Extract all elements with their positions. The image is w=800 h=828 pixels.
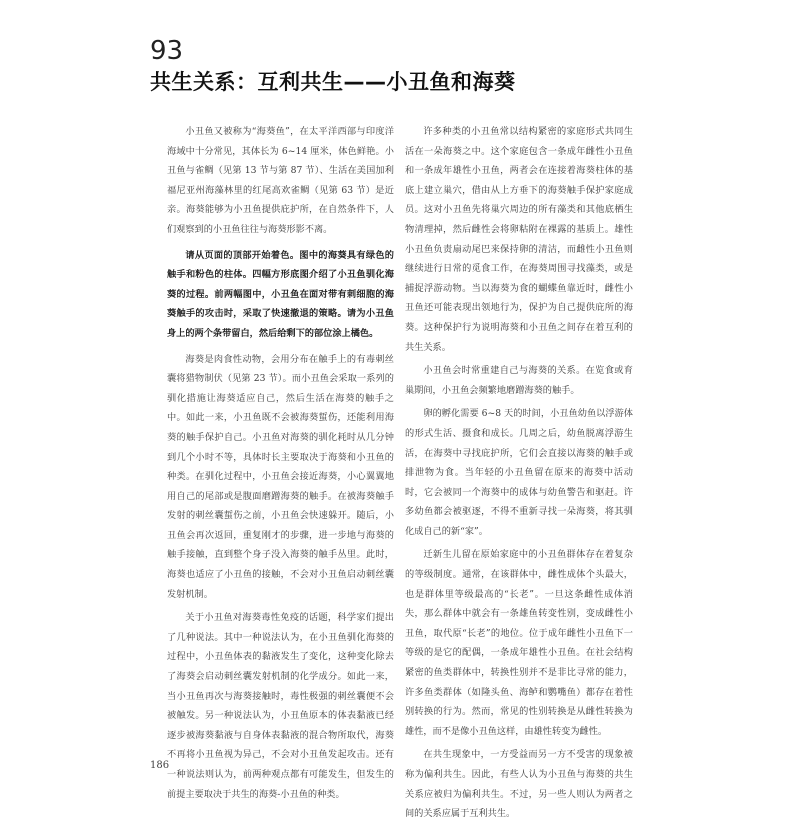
coloring-instructions: 请从页面的顶部开始着色。图中的海葵具有绿色的触手和粉色的柱体。四幅方形底图介绍了小丑鱼驯化海葵的过程。前两幅图中，小丑鱼在面对带有刺细胞的海葵触手的攻击时，采取了快速撤退的策略。请为小丑鱼身上的两个条带留白，然后给剩下的部位涂上橘色。 bbox=[167, 249, 394, 339]
right-column bbox=[405, 122, 633, 828]
paragraph: 卵的孵化需要 6~8 天的时间，小丑鱼幼鱼以浮游体的形式生活、摄食和成长。几周之后，幼鱼脱离浮游生活，在海葵中寻找庇护所，它们会直接以海葵的触手或排泄物为食。当年轻的小丑鱼留在原来的海葵中活动时，它会被同一个海葵中的成体与幼鱼警告和驱赶。许多幼鱼都会被驱逐，不得不重新寻找一朵海葵，将其驯化成自己的新“家”。 bbox=[405, 408, 633, 537]
paragraph: 许多种类的小丑鱼常以结构紧密的家庭形式共同生活在一朵海葵之中。这个家庭包含一条成年雌性小丑鱼和一条成年雄性小丑鱼，两者会在连接着海葵柱体的基底上建立巢穴，借由从上方垂下的海葵触手保护家庭成员。这对小丑鱼先将巢穴周边的所有藻类和其他底栖生物清理掉，然后雌性会将卵粘附在裸露的基质上。雄性小丑鱼负责扇动尾巴来保持卵的清洁，而雌性小丑鱼则继续进行日常的觅食工作，在海葵周围寻找藻类，或是捕捉浮游动物。当以海葵为食的蝴蝶鱼靠近时，雌性小丑鱼还可能表现出领地行为，保护为自己提供庇所的海葵。这种保护行为说明海葵和小丑鱼之间存在着互利的共生关系。 bbox=[405, 126, 633, 353]
paragraph: 迁新生儿留在原始家庭中的小丑鱼群体存在着复杂的等级制度。通常，在该群体中，雌性成体个头最大，也是群体里等级最高的“长老”。一旦这条雌性成体消失，那么群体中就会有一条雄鱼转变性别，变成雌性小丑鱼，取代原“长老”的地位。位于成年雌性小丑鱼下一等级的是它的配偶，一条成年雄性小丑鱼。在社会结构紧密的鱼类群体中，转换性别并不是非比寻常的能力，许多鱼类群体（如隆头鱼、海鲈和鹦嘴鱼）都存在着性别转换的行为。然而，常见的性别转换是从雌性转换为雄性，而不是像小丑鱼这样，由雄性转变为雌性。 bbox=[405, 549, 633, 737]
paragraph: 在共生现象中，一方受益而另一方不受害的现象被称为偏利共生。因此，有些人认为小丑鱼与海葵的共生关系应被归为偏利共生。不过，另一些人则认为两者之间的关系应属于互利共生。 bbox=[405, 749, 633, 820]
page-title: 共生关系：互利共生——小丑鱼和海葵 bbox=[150, 70, 516, 94]
paragraph: 海葵是肉食性动物，会用分布在触手上的有毒刺丝囊将猎物制伏（见第 23 节）。而小丑鱼会采取一系列的驯化措施让海葵适应自己，然后生活在海葵的触手之中。如此一来，小丑鱼既不会被海葵蜇伤，还能利用海葵的触手保护自己。小丑鱼对海葵的驯化耗时从几分钟到几个小时不等，具体时长主要取决于海葵和小丑鱼的种类。在驯化过程中，小丑鱼会接近海葵，小心翼翼地用自己的尾部或是腹面磨蹭海葵的触手。在被海葵触手发射的刺丝囊蜇伤之前，小丑鱼会快速躲开。随后，小丑鱼会再次返回，重复刚才的步骤，进一步地与海葵的触手接触，直到整个身子没入海葵的触手丛里。此时，海葵也适应了小丑鱼的接触，不会对小丑鱼启动刺丝囊发射机制。 bbox=[167, 353, 394, 600]
page-number: 186 bbox=[150, 760, 170, 771]
paragraph: 小丑鱼又被称为“海葵鱼”，在太平洋西部与印度洋海域中十分常见，其体长为 6~14 厘米，体色鲜艳。小丑鱼与雀鲷（见第 13 节与第 87 节）、生活在美国加利福尼亚州海藻林里的红尾高欢雀鲷（见第 63 节）是近亲。海葵能够为小丑鱼提供庇护所，在自然条件下，人们观察到的小丑鱼往往与海葵形影不离。 bbox=[167, 126, 394, 235]
paragraph: 小丑鱼会时常重建自己与海葵的关系。在览食或育巢期间，小丑鱼会频繁地磨蹭海葵的触手。 bbox=[405, 365, 633, 396]
paragraph: 关于小丑鱼对海葵毒性免疫的话题，科学家们提出了几种说法。其中一种说法认为，在小丑鱼驯化海葵的过程中，小丑鱼体表的黏液发生了变化，这种变化除去了海葵会启动刺丝囊发射机制的化学成分。如此一来，当小丑鱼再次与海葵接触时，毒性极强的刺丝囊便不会被触发。另一种说法认为，小丑鱼原本的体表黏液已经逐步被海葵黏液与自身体表黏液的混合物所取代，海葵不再将小丑鱼视为异己，不会对小丑鱼发起攻击。还有一种说法则认为，前两种观点都有可能发生，但发生的前提主要取决于共生的海葵-小丑鱼的种类。 bbox=[167, 612, 394, 800]
left-column bbox=[167, 122, 394, 808]
section-number: 93 bbox=[150, 36, 184, 66]
